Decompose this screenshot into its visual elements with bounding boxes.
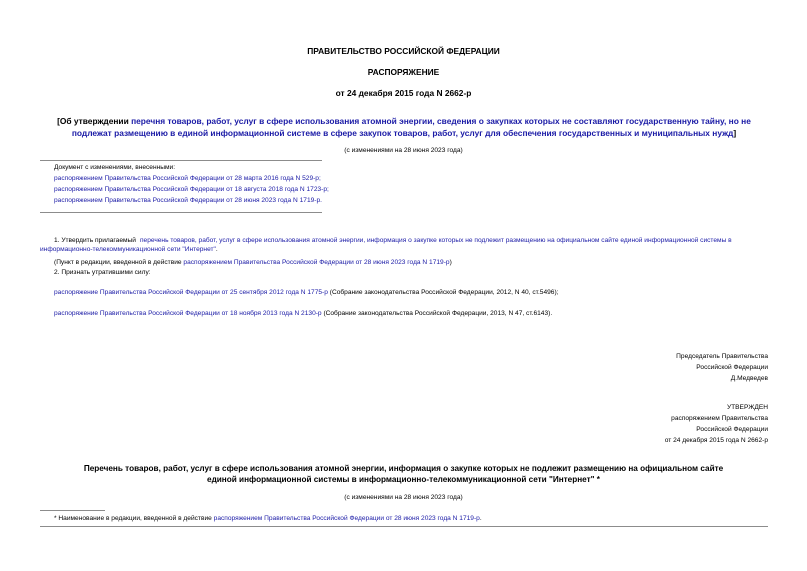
document-type: РАСПОРЯЖЕНИЕ [367,67,440,77]
amendments-top-divider [40,160,322,161]
title-prefix: Об утверждении [59,116,129,126]
list-title-line: Перечень товаров, работ, услуг в сфере использования атомной энергии, информация о закупке которых не подлежит размещению на официальном сайте [83,464,724,473]
list-changes-note: (с изменениями на 28 июня 2023 года) [344,494,463,501]
signature-block [676,351,768,384]
repeal-link[interactable]: распоряжение Правительства Российской Федерации от 18 ноября 2013 года N 2130-р [54,310,322,317]
list-title-line: единой информационной системы в информационно-телекоммуникационной сети "Интернет" * [207,475,600,484]
approval-block [665,402,768,446]
document-date-number: от 24 декабря 2015 года N 2662-р [335,88,472,98]
footnote-link[interactable]: распоряжением Правительства Российской Федерации от 28 июня 2023 года N 1719-р [213,515,480,522]
footnote-prefix: * Наименование в редакции, введенной в действие [54,515,212,522]
bottom-rule [40,526,768,527]
repeal-source: (Собрание законодательства Российской Федерации, 2012, N 40, ст.5496); [329,289,559,296]
signature-country: Российской Федерации [696,364,768,371]
title-link[interactable]: перечня товаров, работ, услуг в сфере использования атомной энергии, сведения о закупках которых не составляют государственную тайну, но не подлежат размещению в единой информационной системе в сфере закупок товаров, работ, услуг для обеспечения государственных и муниципальных нужд [71,116,751,138]
p1-prefix: 1. Утвердить прилагаемый [54,237,136,244]
amendments-heading: Документ с изменениями, внесенными: [54,164,176,171]
signature-name: Д.Медведев [730,375,768,382]
title-changes-note: (с изменениями на 28 июня 2023 года) [344,147,463,154]
p1-note-link[interactable]: распоряжением Правительства Российской Федерации от 28 июня 2023 года N 1719-р [183,259,450,266]
p1-note-suffix: ) [449,259,452,266]
paragraph-2: 2. Признать утратившими силу: [54,269,151,276]
approval-heading: УТВЕРЖДЕН [726,404,768,411]
repeal-link[interactable]: распоряжение Правительства Российской Федерации от 25 сентября 2012 года N 1775-р [54,289,328,296]
approval-line: распоряжением Правительства [671,415,768,422]
p1-suffix: . [215,246,218,253]
footnote [54,514,482,523]
amendment-link[interactable]: распоряжением Правительства Российской Федерации от 28 марта 2016 года N 529-р; [54,175,321,182]
government-heading: ПРАВИТЕЛЬСТВО РОССИЙСКОЙ ФЕДЕРАЦИИ [307,46,500,56]
title-close-bracket: ] [733,128,737,138]
footnote-divider [40,510,105,511]
paragraph-1 [40,236,770,254]
repeal-item [54,288,559,297]
approval-line: Российской Федерации [696,426,768,433]
repeal-source: (Собрание законодательства Российской Федерации, 2013, N 47, ст.6143). [323,310,553,317]
footnote-suffix: . [479,515,482,522]
p1-note-prefix: (Пункт в редакции, введенной в действие [54,259,182,266]
document-title [40,115,768,139]
approval-date: от 24 декабря 2015 года N 2662-р [664,437,768,444]
signature-position: Председатель Правительства [676,353,768,360]
amendment-link[interactable]: распоряжением Правительства Российской Федерации от 28 июня 2023 года N 1719-р. [54,197,322,204]
p1-edition-note [54,258,452,267]
list-title [0,463,807,485]
amendments-bottom-divider [40,212,322,213]
amendment-link[interactable]: распоряжением Правительства Российской Федерации от 18 августа 2018 года N 1723-р; [54,186,329,193]
title-open-bracket: [ [57,116,60,126]
repeal-item [54,309,552,318]
p1-link[interactable]: перечень товаров, работ, услуг в сфере использования атомной энергии, информация о закупке которых не подлежит размещению на официальном сайте единой информационной системы в информационно-телекоммуникационной сети "Интернет" [40,237,732,253]
